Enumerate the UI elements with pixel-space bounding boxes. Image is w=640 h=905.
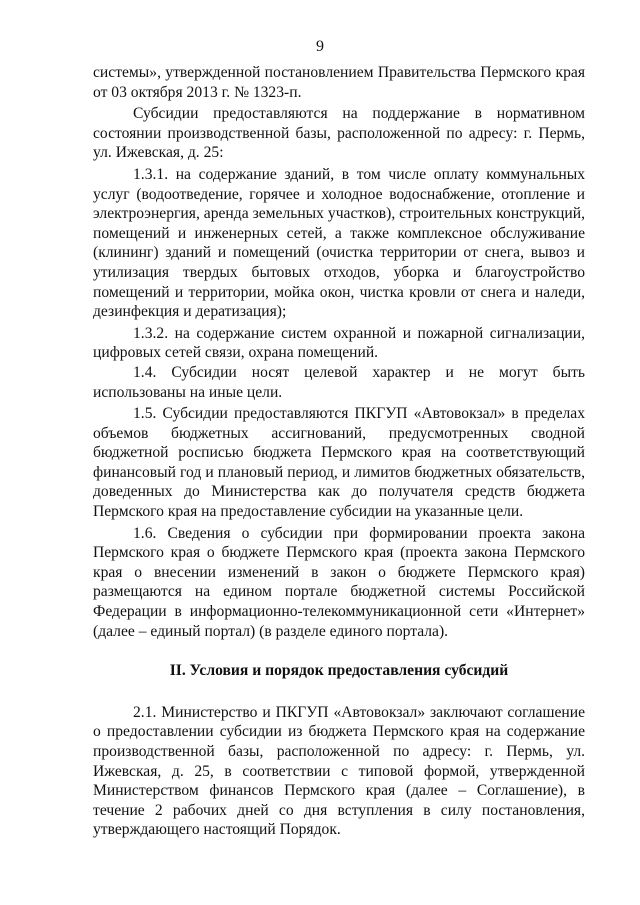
paragraph-2-1: 2.1. Министерство и ПКГУП «Автовокзал» заключают соглашение о предоставлении субсидии из бюджета Пермского края на содержание производственной базы, расположенной по адресу: г. Пермь, ул. Ижевская, д. 25, в соответствии с типовой формой, утвержденной Министерством финансов Пермского края (далее – Соглашение), в течение 2 рабочих дней со дня вступления в силу постановления, утверждающего настоящий Порядок. [93,703,585,839]
page-number: 9 [316,38,324,55]
paragraph-continuation: системы», утвержденной постановлением Правительства Пермского края от 03 октября 2013 г. № 1323-п. [93,64,585,101]
section-heading: II. Условия и порядок предоставления субсидий [169,662,509,680]
paragraph-1-3-2: 1.3.2. на содержание систем охранной и пожарной сигнализации, цифровых сетей связи, охрана помещений. [93,324,585,362]
paragraph-subsidy-purpose: Субсидии предоставляются на поддержание в нормативном состоянии производственной базы, расположенной по адресу: г. Пермь, ул. Ижевская, д. 25: [93,105,585,162]
paragraph-1-5: 1.5. Субсидии предоставляются ПКГУП «Автовокзал» в пределах объемов бюджетных ассигнований, предусмотренных сводной бюджетной росписью бюджета Пермского края на соответствующий финансовый год и плановый период, и лимитов бюджетных обязательств, доведенных до Министерства как до получателя средств бюджета Пермского края на предоставление субсидии на указанные цели. [93,405,585,521]
document-body [93,63,585,840]
paragraph-1-3-1: 1.3.1. на содержание зданий, в том числе оплату коммунальных услуг (водоотведение, горячее и холодное водоснабжение, отопление и электроэнергия, аренда земельных участков), строительных конструкций, помещений и инженерных сетей, а также комплексное обслуживание (клининг) зданий и помещений (очистка территории от снега, вывоз и утилизация твердых бытовых отходов, уборка и благоустройство помещений и территории, мойка окон, чистка кровли от снега и наледи, дезинфекция и дератизация); [93,165,585,321]
paragraph-1-6: 1.6. Сведения о субсидии при формировании проекта закона Пермского края о бюджете Пермского края (проекта закона Пермского края о внесении изменений в закон о бюджете Пермского края) размещаются на едином портале бюджетной системы Российской Федерации в информационно-телекоммуникационной сети «Интернет» (далее – единый портал) (в разделе единого портала). [93,524,585,640]
paragraph-1-4: 1.4. Субсидии носят целевой характер и не могут быть использованы на иные цели. [93,363,585,401]
